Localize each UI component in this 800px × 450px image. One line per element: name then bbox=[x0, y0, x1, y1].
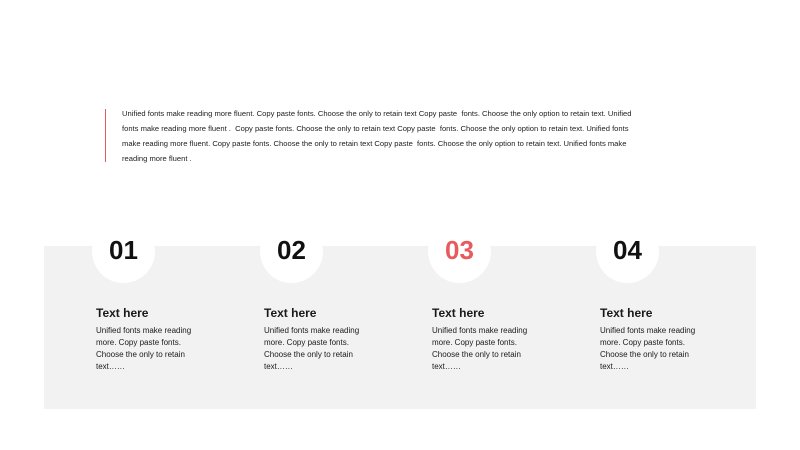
step-number-badge bbox=[596, 220, 659, 283]
step-title: Text here bbox=[432, 306, 485, 320]
step-title: Text here bbox=[264, 306, 317, 320]
step-number: 02 bbox=[277, 235, 306, 265]
step-card-2 bbox=[212, 0, 380, 450]
step-card-1 bbox=[44, 0, 212, 450]
step-title: Text here bbox=[96, 306, 149, 320]
step-description: Unified fonts make reading more. Copy paste fonts. Choose the only to retain text…… bbox=[432, 326, 528, 371]
step-title: Text here bbox=[600, 306, 653, 320]
step-description: Unified fonts make reading more. Copy paste fonts. Choose the only to retain text…… bbox=[264, 326, 360, 371]
intro-paragraph: Unified fonts make reading more fluent. Copy paste fonts. Choose the only to retain text Copy paste fonts. Choose the only option to retain text. Unified fonts make reading more fluent . Copy paste fonts. Choose the only to retain text Copy paste fonts. Choose the only option to retain text. Unified fonts make reading more fluent. Copy paste fonts. Choose the only to retain text Copy paste fonts. Choose the only option to retain text. Unified fonts make reading more fluent . bbox=[122, 109, 634, 163]
step-description: Unified fonts make reading more. Copy paste fonts. Choose the only to retain text…… bbox=[96, 326, 192, 371]
step-number: 01 bbox=[109, 235, 138, 265]
step-card-4 bbox=[548, 0, 716, 450]
step-card-3 bbox=[380, 0, 548, 450]
step-description: Unified fonts make reading more. Copy paste fonts. Choose the only to retain text…… bbox=[600, 326, 696, 371]
step-number: 04 bbox=[613, 235, 642, 265]
step-number-badge bbox=[92, 220, 155, 283]
step-number-badge bbox=[260, 220, 323, 283]
step-number-badge bbox=[428, 220, 491, 283]
step-number-highlighted: 03 bbox=[445, 235, 474, 265]
